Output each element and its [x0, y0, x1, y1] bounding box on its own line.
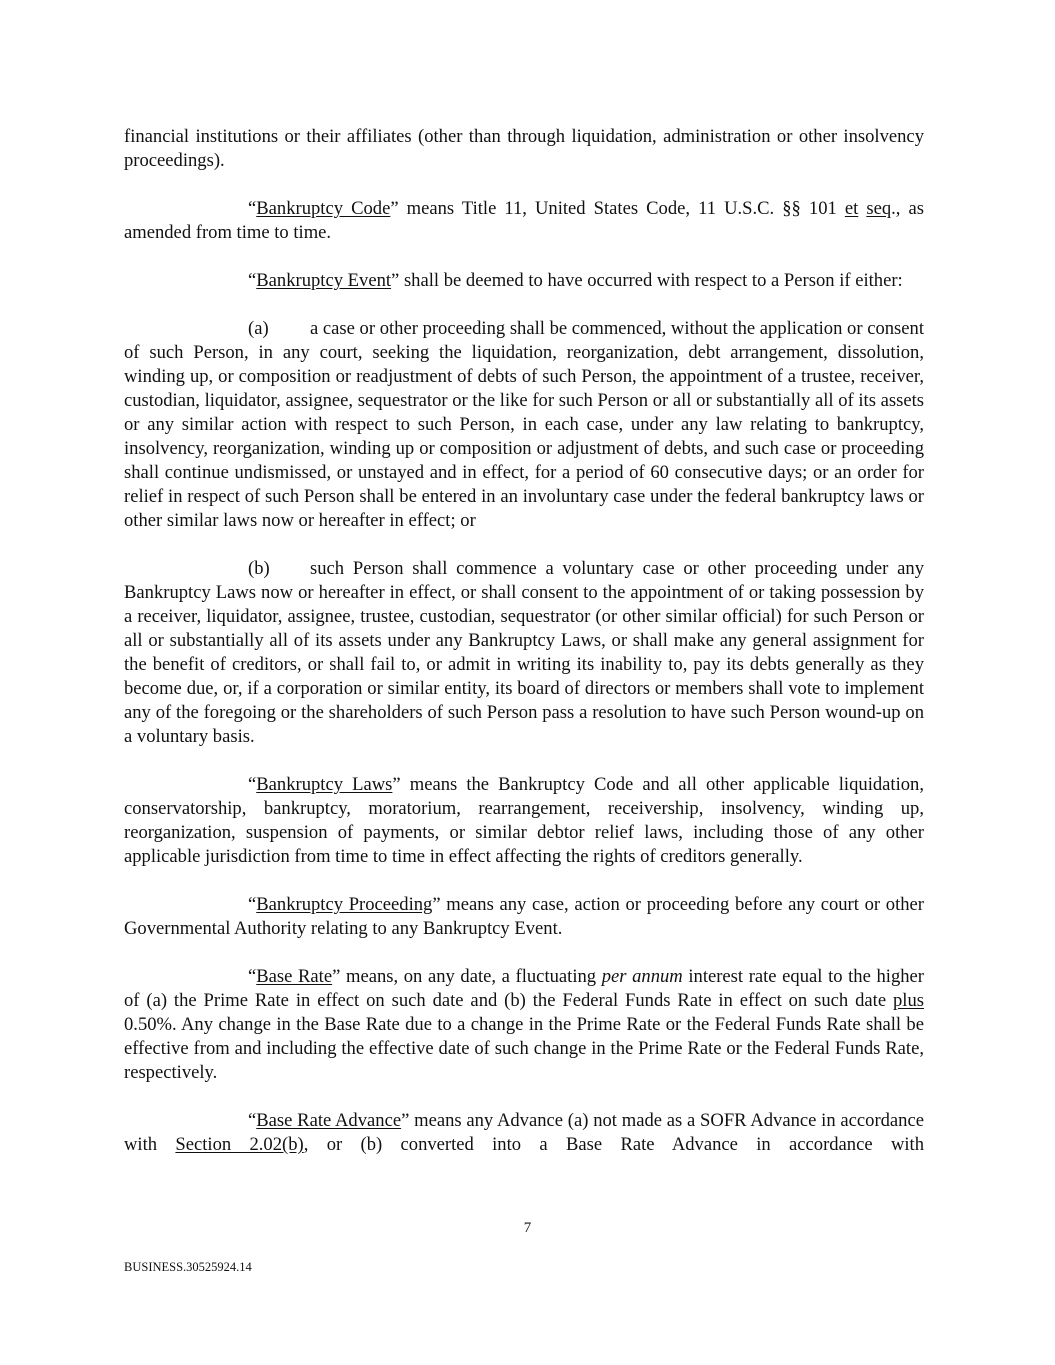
- clause-label: (b): [248, 558, 270, 579]
- defined-term: Bankruptcy Laws: [256, 774, 393, 795]
- definition-bankruptcy-code: “Bankruptcy Code” means Title 11, United States Code, 11 U.S.C. §§ 101 et seq., as amended from time to time.: [124, 198, 924, 243]
- defined-term: Bankruptcy Code: [256, 198, 391, 219]
- paragraph-continuation: financial institutions or their affiliates (other than through liquidation, administration or other insolvency proceedings).: [124, 126, 924, 171]
- defined-term: Base Rate Advance: [256, 1110, 402, 1131]
- section-reference: Section 2.02(b): [175, 1134, 304, 1155]
- clause-b: (b) such Person shall commence a voluntary case or other proceeding under any Bankruptcy Laws now or hereafter in effect, or shall consent to the appointment of or taking possession by a receiver, liquidator, assignee, trustee, custodian, sequestrator (or other similar official) for such Person or all or substantially all of its assets under any Bankruptcy Laws, or shall make any general assignment for the benefit of creditors, or shall fail to, or admit in writing its inability to, pay its debts generally as they become due, or, if a corporation or similar entity, its board of directors or members shall vote to implement any of the foregoing or the shareholders of such Person pass a resolution to have such Person wound-up on a voluntary basis.: [124, 558, 924, 747]
- page-number: 7: [523, 1220, 532, 1236]
- clause-label: (a): [248, 318, 269, 339]
- definition-base-rate-advance: “Base Rate Advance” means any Advance (a) not made as a SOFR Advance in accordance with Section 2.02(b), or (b) converted into a Base Rate Advance in accordance with: [124, 1110, 924, 1155]
- defined-term: Bankruptcy Event: [256, 270, 392, 291]
- definition-bankruptcy-proceeding: “Bankruptcy Proceeding” means any case, action or proceeding before any court or other Governmental Authority relating to any Bankruptcy Event.: [124, 894, 924, 939]
- defined-term: Bankruptcy Proceeding: [256, 894, 433, 915]
- document-footer-id: BUSINESS.30525924.14: [124, 1260, 252, 1274]
- defined-term: Base Rate: [256, 966, 333, 987]
- definition-base-rate: “Base Rate” means, on any date, a fluctuating per annum interest rate equal to the higher of (a) the Prime Rate in effect on such date and (b) the Federal Funds Rate in effect on such date plus 0.50%. Any change in the Base Rate due to a change in the Prime Rate or the Federal Funds Rate shall be effective from and including the effective date of such change in the Prime Rate or the Federal Funds Rate, respectively.: [124, 966, 924, 1083]
- clause-a: (a) a case or other proceeding shall be commenced, without the application or consent of such Person, in any court, seeking the liquidation, reorganization, debt arrangement, dissolution, winding up, or composition or readjustment of debts of such Person, the appointment of a trustee, receiver, custodian, liquidator, assignee, sequestrator or the like for such Person or all or substantially all of its assets or any similar action with respect to such Person, in each case, under any law relating to bankruptcy, insolvency, reorganization, winding up or composition or adjustment of debts, and such case or proceeding shall continue undismissed, or unstayed and in effect, for a period of 60 consecutive days; or an order for relief in respect of such Person shall be entered in an involuntary case under the federal bankruptcy laws or other similar laws now or hereafter in effect; or: [124, 318, 924, 531]
- document-page: [124, 125, 924, 1181]
- definition-bankruptcy-event: “Bankruptcy Event” shall be deemed to have occurred with respect to a Person if either:: [248, 270, 903, 291]
- definition-bankruptcy-laws: “Bankruptcy Laws” means the Bankruptcy Code and all other applicable liquidation, conservatorship, bankruptcy, moratorium, rearrangement, receivership, insolvency, winding up, reorganization, suspension of payments, or similar debtor relief laws, including those of any other applicable jurisdiction from time to time in effect affecting the rights of creditors generally.: [124, 774, 924, 867]
